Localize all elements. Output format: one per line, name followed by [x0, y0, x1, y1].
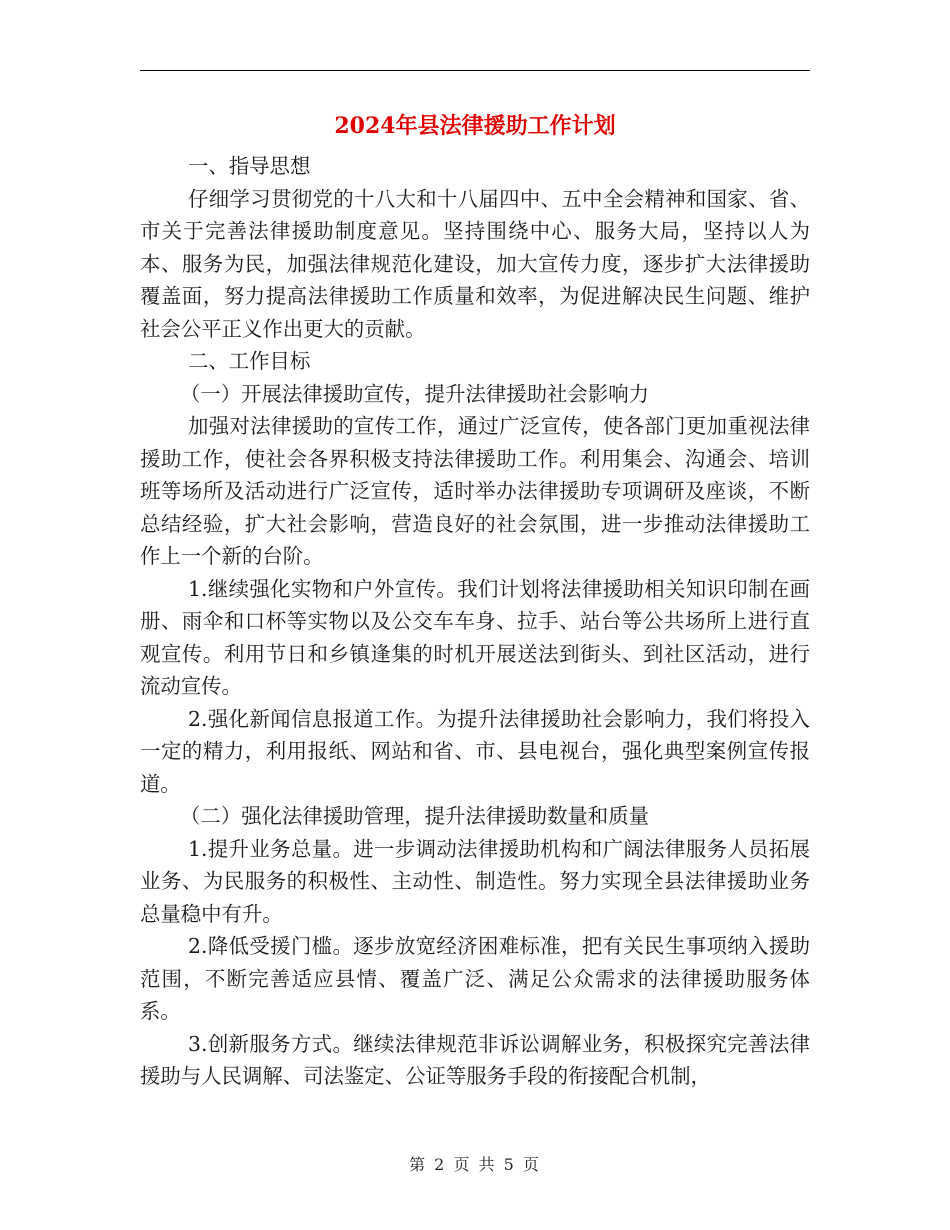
header-rule	[140, 70, 810, 71]
subsection-heading: （一）开展法律援助宣传，提升法律援助社会影响力	[180, 381, 649, 406]
paragraph: 仔细学习贯彻党的十八大和十八届四中、五中全会精神和国家、省、市关于完善法律援助制度意见。坚持围绕中心、服务大局，坚持以人为本、服务为民，加强法律规范化建设，加大宣传力度，逐步扩大法律援助覆盖面，努力提高法律援助工作质量和效率，为促进解决民生问题、维护社会公平正义作出更大的贡献。	[140, 186, 810, 341]
paragraph: 1.提升业务总量。进一步调动法律援助机构和广阔法律服务人员拓展业务、为民服务的积极性、主动性、制造性。努力实现全县法律援助业务总量稳中有升。	[140, 836, 810, 926]
section-heading-work-goals: 二、工作目标	[188, 349, 311, 373]
paragraph: 2.降低受援门槛。逐步放宽经济困难标准，把有关民生事项纳入援助范围，不断完善适应县情、覆盖广泛、满足公众需求的法律援助服务体系。	[140, 934, 810, 1023]
document-title: 2024年县法律援助工作计划	[334, 113, 616, 139]
subsection-heading: （二）强化法律援助管理，提升法律援助数量和质量	[180, 804, 649, 828]
paragraph: 3.创新服务方式。继续法律规范非诉讼调解业务，积极探究完善法律援助与人民调解、司法鉴定、公证等服务手段的衔接配合机制，	[140, 1031, 810, 1088]
page-number-footer: 第 2 页 共 5 页	[409, 1155, 541, 1174]
document-body	[140, 150, 810, 1093]
paragraph: 2.强化新闻信息报道工作。为提升法律援助社会影响力，我们将投入一定的精力，利用报纸、网站和省、市、县电视台，强化典型案例宣传报道。	[140, 706, 810, 796]
section-heading-guiding-thought: 一、指导思想	[188, 154, 311, 178]
paragraph: 加强对法律援助的宣传工作，通过广泛宣传，使各部门更加重视法律援助工作，使社会各界积极支持法律援助工作。利用集会、沟通会、培训班等场所及活动进行广泛宣传，适时举办法律援助专项调研及座谈，不断总结经验，扩大社会影响，营造良好的社会氛围，进一步推动法律援助工作上一个新的台阶。	[140, 414, 810, 568]
paragraph: 1.继续强化实物和户外宣传。我们计划将法律援助相关知识印制在画册、雨伞和口杯等实物以及公交车车身、拉手、站台等公共场所上进行直观宣传。利用节日和乡镇逢集的时机开展送法到街头、到社区活动，进行流动宣传。	[140, 576, 810, 698]
